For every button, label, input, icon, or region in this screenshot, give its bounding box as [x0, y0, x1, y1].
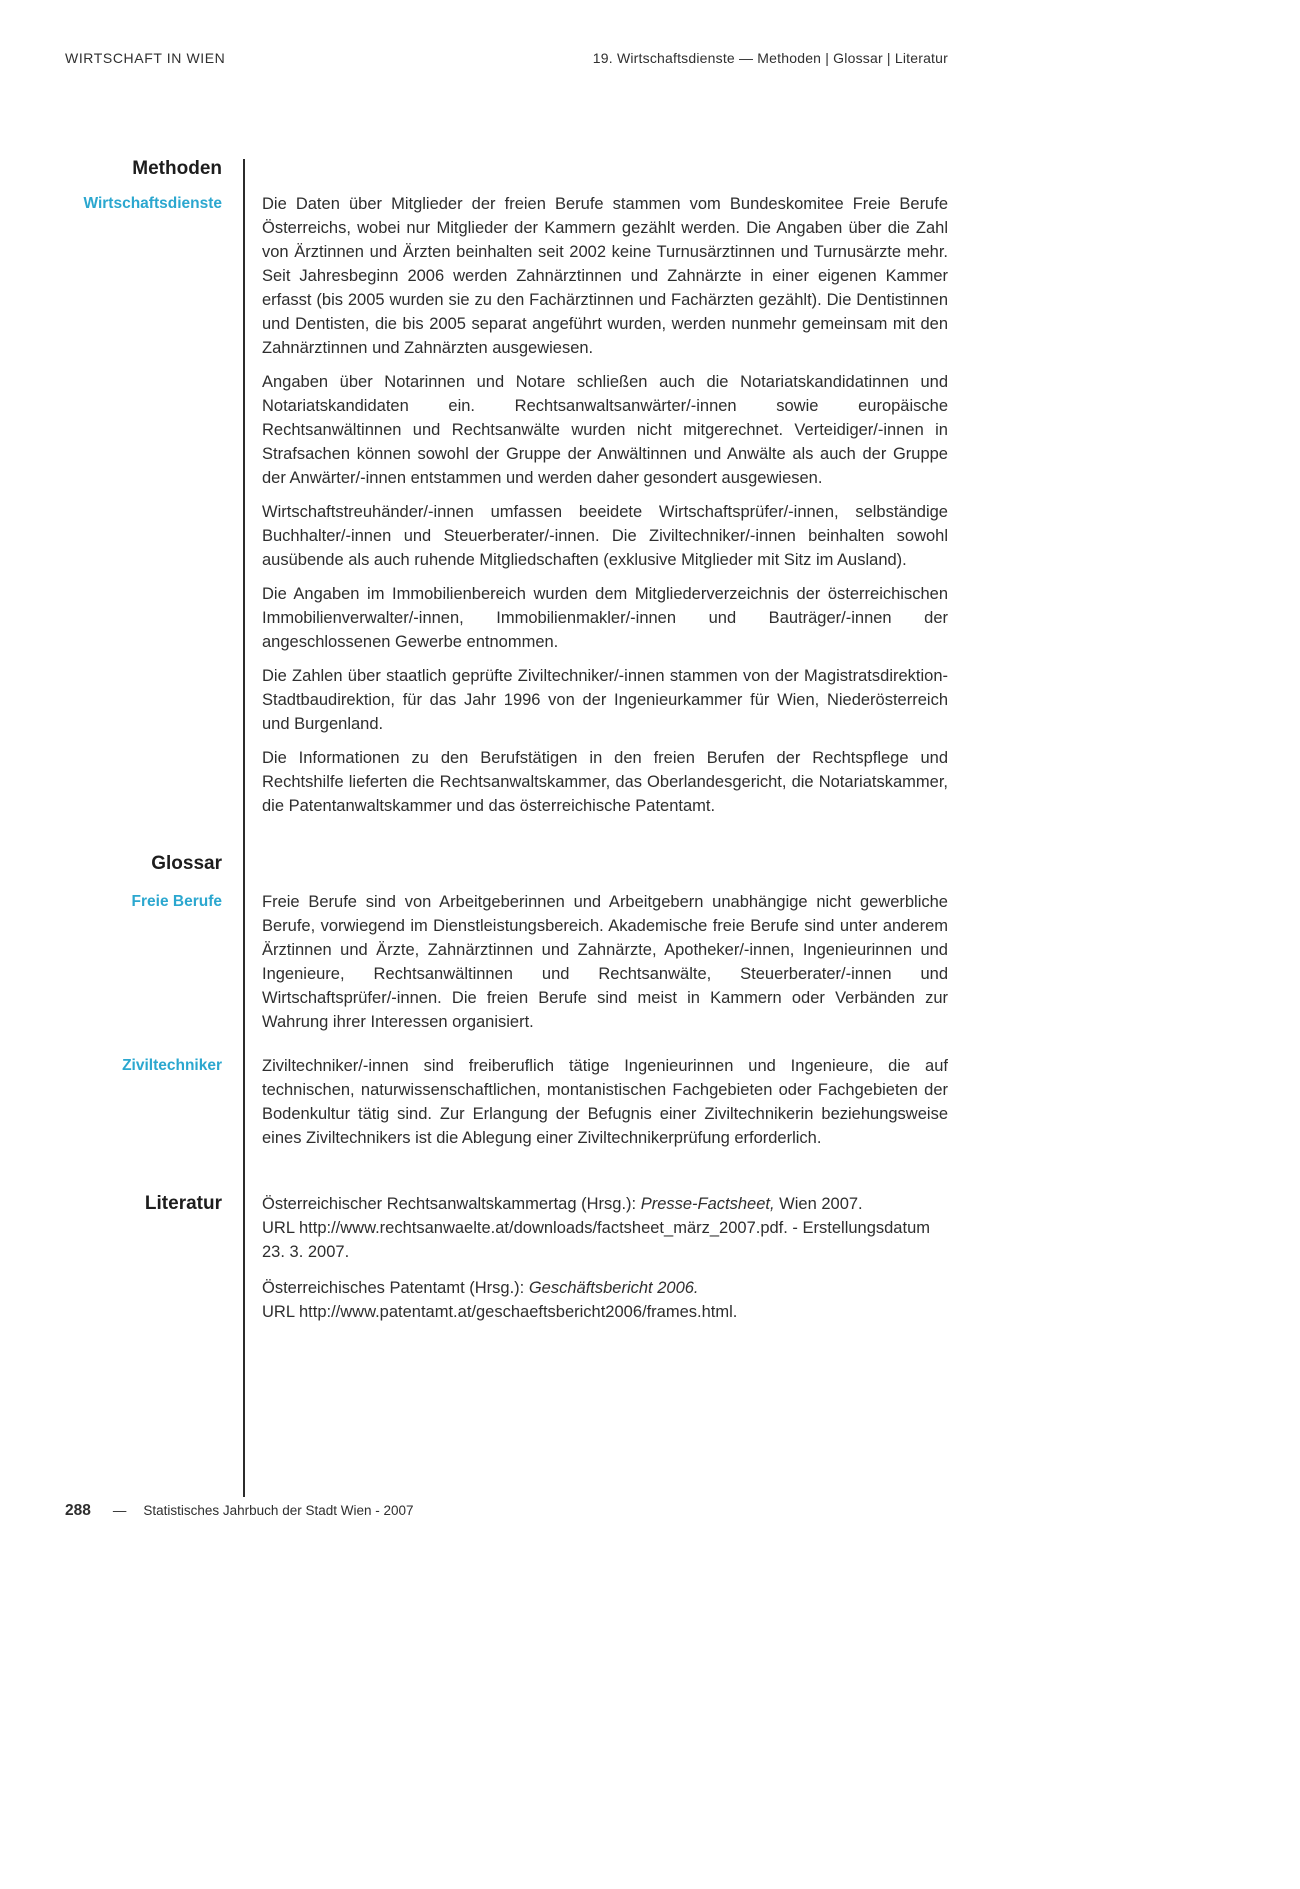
literature-url-text: URL http://www.rechtsanwaelte.at/downloads/factsheet_märz_2007.pdf. - Erstellungsdatum 23. 3. 2007.: [262, 1219, 930, 1261]
margin-label-wirtschaftsdienste: Wirtschaftsdienste: [83, 195, 222, 212]
glossar-heading-row: [65, 852, 948, 876]
footer-dash: —: [112, 1503, 127, 1518]
section-heading-literatur: Literatur: [144, 1193, 222, 1214]
section-heading-glossar: Glossar: [151, 853, 222, 874]
page-number: 288: [65, 1502, 91, 1519]
literature-entry: [262, 1192, 948, 1264]
label-column: [65, 852, 243, 876]
label-column: [65, 1054, 243, 1078]
body-column: [243, 1054, 948, 1150]
glossar-entry-freie-berufe: [65, 890, 948, 1034]
literature-citation-title: Geschäftsbericht 2006.: [528, 1279, 699, 1297]
label-column: [65, 1192, 243, 1216]
literature-entry: [262, 1276, 948, 1324]
column-divider-line: [243, 159, 245, 1497]
methoden-paragraph-4: Die Angaben im Immobilienbereich wurden dem Mitgliederverzeichnis der österreichischen Immobilienverwalter/-innen, Immobilienmakler/-innen und Bauträger/-innen der angeschlossenen Gewerbe entnommen.: [262, 585, 948, 651]
literature-citation-suffix: Wien 2007.: [774, 1195, 863, 1213]
methoden-paragraph-1: Die Daten über Mitglieder der freien Berufe stammen vom Bundeskomitee Freie Berufe Österreichs, wobei nur Mitglieder der Kammern gezählt werden. Die Angaben über die Zahl von Ärztinnen und Ärzten beinhalten seit 2002 keine Turnusärztinnen und Turnusärzte mehr. Seit Jahresbeginn 2006 werden Zahnärztinnen und Zahnärzte in einer eigenen Kammer erfasst (bis 2005 wurden sie zu den Fachärztinnen und Fachärzten gezählt). Die Dentistinnen und Dentisten, die bis 2005 separat angeführt wurden, werden nunmehr gemeinsam mit den Zahnärztinnen und Zahnärzten ausgewiesen.: [262, 195, 948, 357]
margin-label-freie-berufe: Freie Berufe: [131, 893, 222, 910]
body-column: [243, 890, 948, 1034]
methoden-paragraph-6: Die Informationen zu den Berufstätigen in den freien Berufen der Rechtspflege und Rechtshilfe lieferten die Rechtsanwaltskammer, das Oberlandesgericht, die Notariatskammer, die Patentanwaltskammer und das österreichische Patentamt.: [262, 749, 948, 815]
literature-url-text: URL http://www.patentamt.at/geschaeftsbericht2006/frames.html.: [262, 1303, 738, 1321]
literature-entry-text: [262, 1192, 948, 1264]
glossar-paragraph-ziviltechniker: Ziviltechniker/-innen sind freiberuflich tätige Ingenieurinnen und Ingenieure, die auf technischen, naturwissenschaftlichen, montanistischen Fachgebieten oder Fachgebieten der Bodenkultur tätig sind. Zur Erlangung der Befugnis einer Ziviltechnikerin beziehungsweise eines Ziviltechnikers ist die Ablegung einer Ziviltechnikerprüfung erforderlich.: [262, 1057, 948, 1147]
methoden-paragraph-3: Wirtschaftstreuhänder/-innen umfassen beeidete Wirtschaftsprüfer/-innen, selbständige Buchhalter/-innen und Steuerberater/-innen. Die Ziviltechniker/-innen beinhalten sowohl ausübende als auch ruhende Mitgliedschaften (exklusive Mitglieder mit Sitz im Ausland).: [262, 503, 948, 569]
label-column: [65, 890, 243, 914]
page-header: [65, 50, 948, 66]
methoden-content-row: [65, 192, 948, 818]
literature-citation-prefix: Österreichischer Rechtsanwaltskammertag (Hrsg.):: [262, 1195, 641, 1213]
label-column: [65, 192, 243, 216]
margin-label-ziviltechniker: Ziviltechniker: [122, 1057, 222, 1074]
literature-citation-title: Presse-Factsheet,: [640, 1195, 775, 1213]
literatur-row: [65, 1192, 948, 1336]
running-head-left: WIRTSCHAFT IN WIEN: [65, 50, 226, 66]
section-heading-methoden: Methoden: [132, 158, 222, 179]
page-footer: [65, 1502, 948, 1520]
methoden-paragraph-2: Angaben über Notarinnen und Notare schließen auch die Notariatskandidatinnen und Notariatskandidaten ein. Rechtsanwaltsanwärter/-innen sowie europäische Rechtsanwältinnen und Rechtsanwälte wurden nicht mitgerechnet. Verteidiger/-innen in Strafsachen können sowohl der Gruppe der Anwältinnen und Anwälte als auch der Gruppe der Anwärter/-innen entstammen und werden daher gesondert ausgewiesen.: [262, 373, 948, 487]
content-area: [65, 157, 948, 1497]
label-column: [65, 157, 243, 181]
body-column: [243, 192, 948, 818]
methoden-heading-row: [65, 157, 948, 181]
glossar-paragraph-freie-berufe: Freie Berufe sind von Arbeitgeberinnen und Arbeitgebern unabhängige nicht gewerbliche Berufe, vorwiegend im Dienstleistungsbereich. Akademische freie Berufe sind unter anderem Ärztinnen und Ärzte, Zahnärztinnen und Zahnärzte, Apotheker/-innen, Ingenieurinnen und Ingenieure, Rechtsanwältinnen und Rechtsanwälte, Steuerberater/-innen und Wirtschaftsprüfer/-innen. Die freien Berufe sind meist in Kammern oder Verbänden zur Wahrung ihrer Interessen organisiert.: [262, 893, 948, 1031]
body-column: [243, 1192, 948, 1336]
glossar-entry-ziviltechniker: [65, 1054, 948, 1150]
footer-text: Statistisches Jahrbuch der Stadt Wien - 2007: [143, 1503, 414, 1518]
literature-entry-text: [262, 1276, 948, 1324]
methoden-paragraph-5: Die Zahlen über staatlich geprüfte Ziviltechniker/-innen stammen von der Magistratsdirektion-Stadtbaudirektion, für das Jahr 1996 von der Ingenieurkammer für Wien, Niederösterreich und Burgenland.: [262, 667, 948, 733]
running-head-right: 19. Wirtschaftsdienste — Methoden | Glossar | Literatur: [592, 50, 948, 66]
literature-citation-prefix: Österreichisches Patentamt (Hrsg.):: [262, 1279, 529, 1297]
